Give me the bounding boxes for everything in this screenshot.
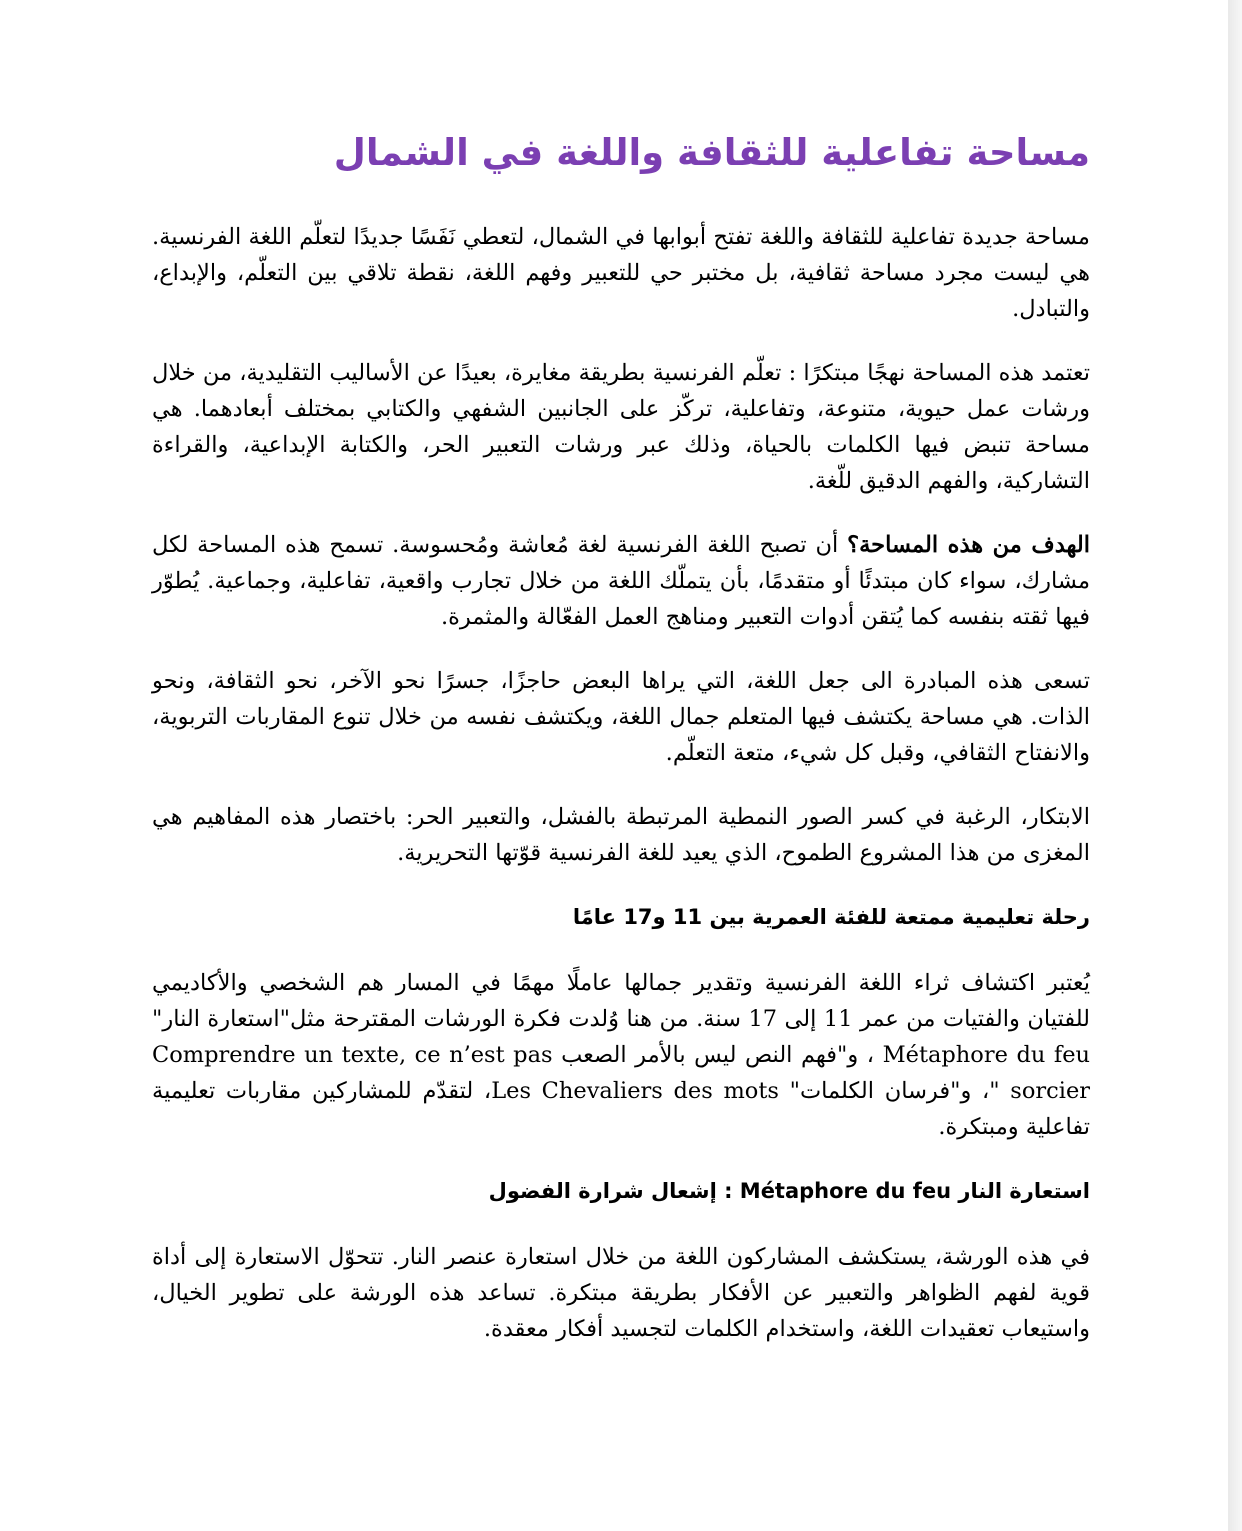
subheading-metaphore-ar: استعارة النار [951, 1179, 1090, 1203]
paragraph-goal [152, 527, 1090, 635]
subheading-metaphore-fr: Métaphore du feu [739, 1179, 952, 1203]
paragraph-approach: تعتمد هذه المساحة نهجًا مبتكرًا : تعلّم الفرنسية بطريقة مغايرة، بعيدًا عن الأساليب التقليدية، من خلال ورشات عمل حيوية، متنوعة، وتفاعلية، تركّز على الجانبين الشفهي والكتابي بمختلف أبعادهما. هي مساحة تنبض فيها الكلمات بالحياة، وذلك عبر ورشات التعبير الحر، والكتابة الإبداعية، والقراءة التشاركية، والفهم الدقيق للّغة. [152, 360, 1090, 494]
page-edge [1228, 0, 1242, 1531]
goal-question: الهدف من هذه المساحة؟ [847, 532, 1090, 558]
workshops-text-a: يُعتبر اكتشاف ثراء اللغة الفرنسية وتقدير جمالها عاملًا مهمًا في المسار هم الشخصي والأكاديمي للفتيان والفتيات من عمر 11 إلى 17 سنة. من هنا وُلدت فكرة الورشات المقترحة مثل"استعارة النار" [152, 970, 1091, 1032]
goal-text: أن تصبح اللغة الفرنسية لغة مُعاشة ومُحسوسة. تسمح هذه المساحة لكل مشارك، سواء كان مبتدئًا أو متقدمًا، بأن يتملّك اللغة من خلال تجارب واقعية، تفاعلية، وجماعية. يُطوّر فيها ثقته بنفسه كما يُتقن أدوات التعبير ومناهج العمل الفعّالة والمثمرة. [152, 532, 1090, 630]
document-content [152, 125, 1090, 1375]
subheading-metaphore-rest: : إشعال شرارة الفضول [488, 1179, 740, 1203]
paragraph-intro: مساحة جديدة تفاعلية للثقافة واللغة تفتح أبوابها في الشمال، لتعطي نَفَسًا جديدًا لتعلّم اللغة الفرنسية. هي ليست مجرد مساحة ثقافية، بل مختبر حي للتعبير وفهم اللغة، نقطة تلاقي بين التعلّم، والإبداع، والتبادل. [152, 224, 1090, 322]
paragraph-workshops [152, 965, 1090, 1145]
workshop-name-metaphore: Métaphore du feu [882, 1042, 1090, 1068]
paragraph-metaphore-workshop: في هذه الورشة، يستكشف المشاركون اللغة من خلال استعارة عنصر النار. تتحوّل الاستعارة إلى أداة قوية لفهم الظواهر والتعبير عن الأفكار بطريقة مبتكرة. تساعد هذه الورشة على تطوير الخيال، واستيعاب تعقيدات اللغة، واستخدام الكلمات لتجسيد أفكار معقدة. [152, 1244, 1090, 1342]
workshops-text-d: ، لتقدّم للمشاركين مقاربات تعليمية تفاعلية ومبتكرة. [152, 1078, 1090, 1140]
subheading-journey: رحلة تعليمية ممتعة للفئة العمرية بين 11 و17 عامًا [572, 905, 1090, 929]
workshops-text-c: "، و"فرسان الكلمات" [778, 1078, 1011, 1104]
subheading-metaphore [152, 1173, 1090, 1209]
workshops-text-b: ، و"فهم النص ليس بالأمر الصعب [552, 1042, 883, 1068]
workshop-name-comprendre: Comprendre un texte, ce n’est pas sorcier [152, 1042, 1091, 1104]
paragraph-initiative: تسعى هذه المبادرة الى جعل اللغة، التي يراها البعض حاجزًا، جسرًا نحو الآخر، نحو الثقافة، ونحو الذات. هي مساحة يكتشف فيها المتعلم جمال اللغة، ويكتشف نفسه من خلال تنوع المقاربات التربوية، والانفتاح الثقافي، وقبل كل شيء، متعة التعلّم. [152, 668, 1090, 766]
workshop-name-chevaliers: Les Chevaliers des mots [491, 1078, 779, 1104]
page-title: مساحة تفاعلية للثقافة واللغة في الشمال [333, 131, 1090, 174]
paragraph-innovation: الابتكار، الرغبة في كسر الصور النمطية المرتبطة بالفشل، والتعبير الحر: باختصار هذه المفاهيم هي المغزى من هذا المشروع الطموح، الذي يعيد للغة الفرنسية قوّتها التحريرية. [152, 804, 1090, 866]
